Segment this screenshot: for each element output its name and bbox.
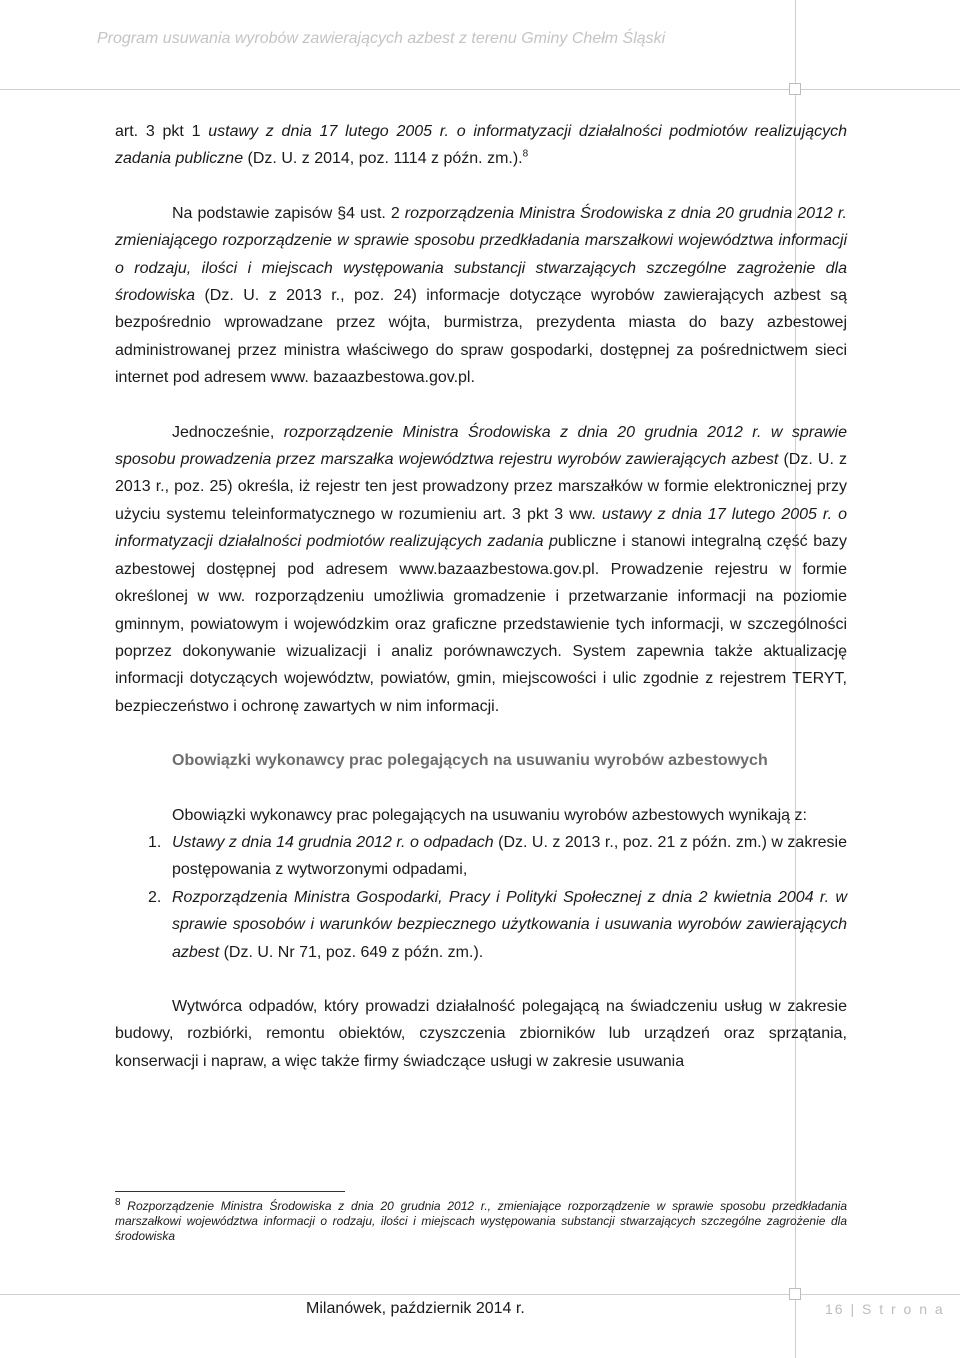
page-number: 16 | S t r o n a — [825, 1301, 945, 1317]
obligations-list — [115, 829, 847, 966]
section-heading: Obowiązki wykonawcy prac polegających na usuwaniu wyrobów azbestowych — [172, 752, 768, 770]
header-rule-marker — [789, 83, 801, 95]
list-item: 1. Ustawy z dnia 14 grudnia 2012 r. o odpadach (Dz. U. z 2013 r., poz. 21 z późn. zm.) w zakresie postępowania z wytworzonymi odpadami, — [148, 833, 848, 879]
paragraph-3: Jednocześnie, rozporządzenie Ministra Środowiska z dnia 20 grudnia 2012 r. w sprawie sposobu prowadzenia przez marszałka województwa rejestru wyrobów zawierających azbest (Dz. U. z 2013 r., poz. 25) określa, iż rejestr ten jest prowadzony przez marszałków w formie elektronicznej przy użyciu systemu teleinformatycznego w rozumieniu art. 3 pkt 3 ww. ustawy z dnia 17 lutego 2005 r. o informatyzacji działalności podmiotów realizujących zadania publiczne i stanowi integralną część bazy azbestowej dostępnej pod adresem www.bazaazbestowa.gov.pl. Prowadzenie rejestru w formie określonej w ww. rozporządzeniu umożliwia gromadzenie i przetwarzanie informacji na poziomie gminnym, powiatowym i wojewódzkim oraz graficzne przedstawienie tych informacji, w szczególności poprzez dokonywanie wizualizacji i analiz porównawczych. System zapewnia także aktualizację informacji dotyczących województw, powiatów, gmin, miejscowości i ulic zgodnie z rejestrem TERYT, bezpieczeństwo i ochronę zawartych w nim informacji. — [115, 423, 848, 715]
header-title: Program usuwania wyrobów zawierających azbest z terenu Gminy Chełm Śląski — [97, 30, 666, 47]
footnote: $^8$ Rozporządzenie Ministra Środowiska z dnia 20 grudnia 2012 r., zmieniające rozporządzenie w sprawie sposobu przedkładania marszałkowi województwa informacji o rodzaju, ilości i miejscach występowania substancji stwarzających szczególne zagrożenie dla środowiska — [115, 1197, 847, 1243]
list-item: 2. Rozporządzenia Ministra Gospodarki, Pracy i Polityki Społecznej z dnia 2 kwietnia 2004 r. w sprawie sposobów i warunków bezpiecznego użytkowania i usuwania wyrobów zawierających azbest (Dz. U. Nr 71, poz. 649 z późn. zm.). — [148, 888, 847, 961]
footer-location: Milanówek, październik 2014 r. — [306, 1300, 525, 1317]
footer-rule-marker — [789, 1288, 801, 1300]
paragraph-5: Wytwórca odpadów, który prowadzi działalność polegającą na świadczeniu usług w zakresie budowy, rozbiórki, remontu obiektów, czyszczenia zbiorników lub urządzeń oraz sprzątania, konserwacji i napraw, a więc także firmy świadczące usługi w zakresie usuwania — [115, 997, 847, 1070]
paragraph-4: Obowiązki wykonawcy prac polegających na usuwaniu wyrobów azbestowych wynikają z: — [172, 806, 807, 824]
footnote-ref: 8 — [522, 149, 529, 161]
footnote-separator — [115, 1191, 345, 1192]
paragraph-1: art. 3 pkt 1 ustawy z dnia 17 lutego 2005 r. o informatyzacji działalności podmiotów realizujących zadania publiczne (Dz. U. z 2014, poz. 1114 z późn. zm.).$^8$ — [115, 123, 847, 168]
paragraph-2: Na podstawie zapisów §4 ust. 2 rozporządzenia Ministra Środowiska z dnia 20 grudnia 2012 r. zmieniającego rozporządzenie w sprawie sposobu przedkładania marszałkowi województwa informacji o rodzaju, ilości i miejscach występowania substancji stwarzających szczególne zagrożenie dla środowiska (Dz. U. z 2013 r., poz. 24) informacje dotyczące wyrobów zawierających azbest są bezpośrednio wprowadzane przez wójta, burmistrza, prezydenta miasta do bazy azbestowej administrowanej przez ministra właściwego do spraw gospodarki, dostępnej za pośrednictwem sieci internet pod adresem www. bazaazbestowa.gov.pl. — [115, 204, 847, 387]
header-rule — [0, 89, 960, 90]
footer-rule — [0, 1294, 960, 1295]
page-body — [115, 118, 847, 1075]
